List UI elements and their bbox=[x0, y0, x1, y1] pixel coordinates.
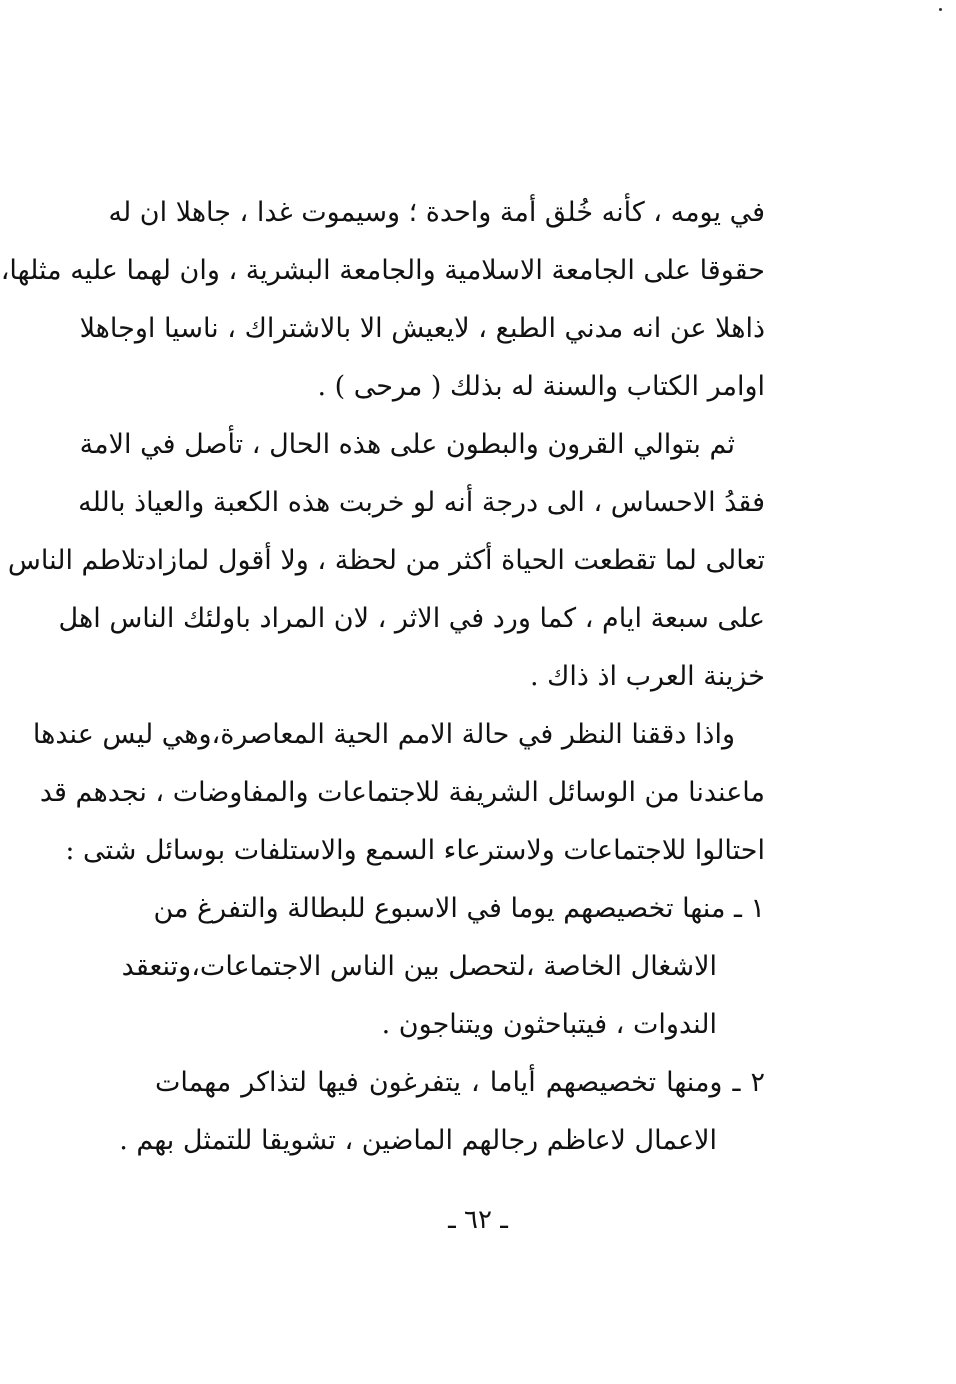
text-line: على سبعة ايام ، كما ورد في الاثر ، لان المراد باولئك الناس اهل bbox=[58, 603, 765, 634]
text-line: تعالى لما تقطعت الحياة أكثر من لحظة ، ولا أقول لمازادتلاطم الناس bbox=[7, 545, 765, 576]
text-line: الاشغال الخاصة ،لتحصل بين الناس الاجتماعات،وتنعقد bbox=[121, 951, 717, 982]
paragraph-3 bbox=[32, 706, 765, 880]
paragraph-1 bbox=[0, 184, 765, 416]
list-item-2 bbox=[119, 1054, 765, 1170]
text-line: ماعندنا من الوسائل الشريفة للاجتماعات والمفاوضات ، نجدهم قد bbox=[39, 777, 765, 808]
list-item-1 bbox=[121, 880, 765, 1054]
text-line: اوامر الكتاب والسنة له بذلك ( مرحى ) . bbox=[317, 371, 765, 402]
paragraph-2 bbox=[7, 416, 765, 706]
text-line: ثم بتوالي القرون والبطون على هذه الحال ، تأصل في الامة bbox=[79, 429, 735, 460]
text-line: في يومه ، كأنه خُلق أمة واحدة ؛ وسيموت غدا ، جاهلا ان له bbox=[108, 197, 765, 228]
text-line: ١ ـ منها تخصيصهم يوما في الاسبوع للبطالة والتفرغ من bbox=[153, 893, 765, 924]
page-body-text bbox=[0, 184, 765, 1170]
text-line: حقوقا على الجامعة الاسلامية والجامعة البشرية ، وان لهما عليه مثلها، bbox=[0, 255, 765, 286]
text-line: احتالوا للاجتماعات ولاسترعاء السمع والاستلفات بوسائل شتى : bbox=[65, 835, 765, 866]
text-line: الاعمال لاعاظم رجالهم الماضين ، تشويقا للتمثل بهم . bbox=[119, 1125, 717, 1156]
text-line: ٢ ـ ومنها تخصيصهم أياما ، يتفرغون فيها لتذاكر مهمات bbox=[155, 1067, 765, 1098]
text-line: خزينة العرب اذ ذاك . bbox=[529, 661, 765, 692]
text-line: الندوات ، فيتباحثون ويتناجون . bbox=[381, 1009, 717, 1040]
scan-mark bbox=[939, 8, 942, 11]
text-line: ذاهلا عن انه مدني الطبع ، لايعيش الا بالاشتراك ، ناسيا اوجاهلا bbox=[79, 313, 765, 344]
text-line: واذا دققنا النظر في حالة الامم الحية المعاصرة،وهي ليس عندها bbox=[32, 719, 735, 750]
text-line: فقدُ الاحساس ، الى درجة أنه لو خربت هذه الكعبة والعياذ بالله bbox=[78, 487, 765, 518]
page-number: ـ ٦٢ ـ bbox=[448, 1205, 508, 1235]
